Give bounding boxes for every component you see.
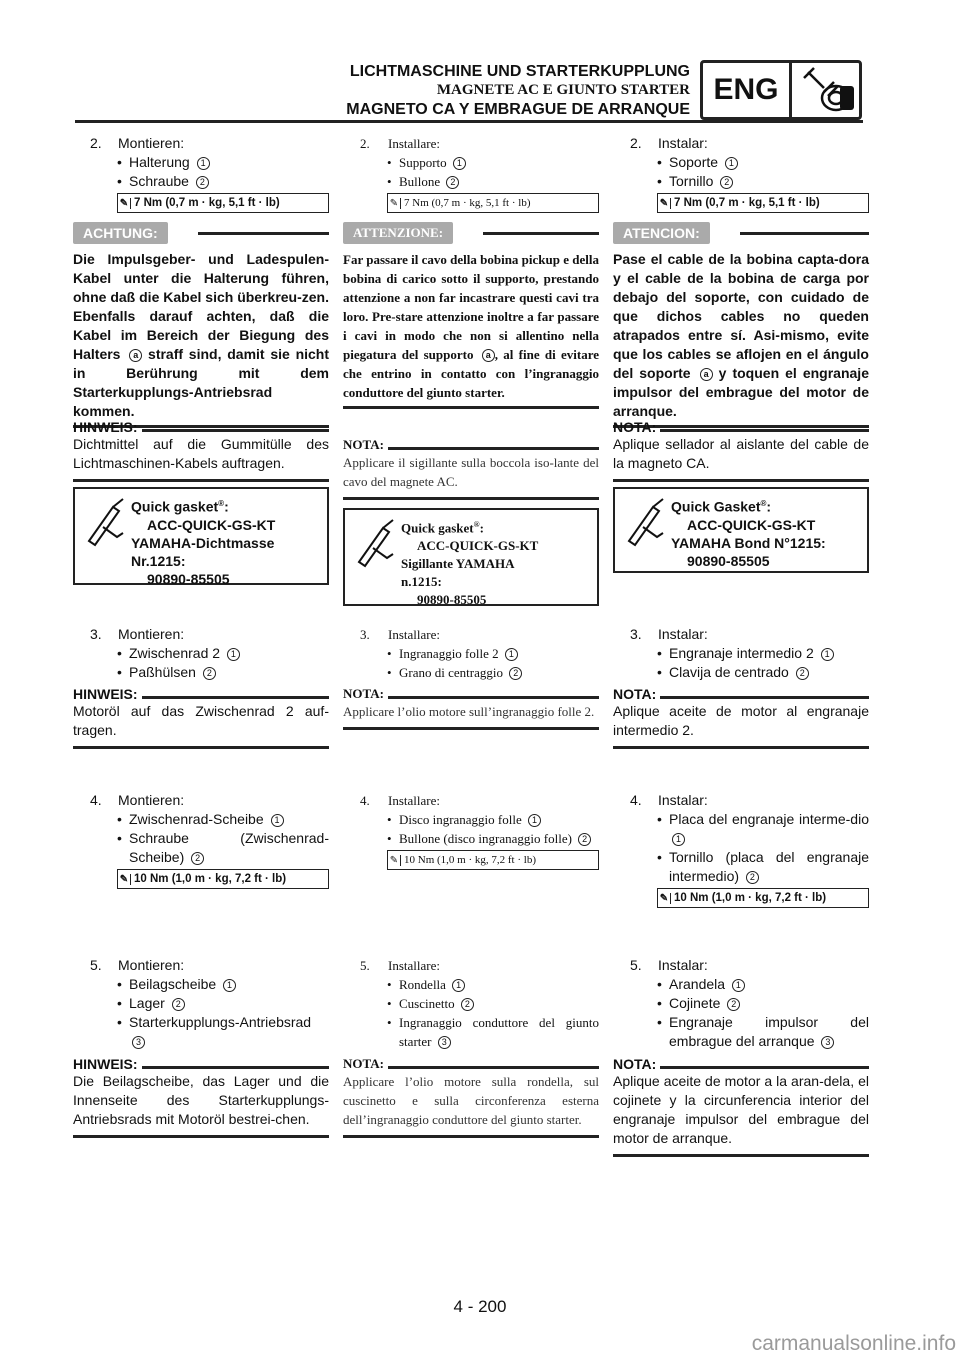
step-3-it: 3. Installare: • Ingranaggio folle 2 1 • Grano di centraggio 2 xyxy=(343,625,599,682)
note-3-es: NOTA: Aplique aceite de motor al engranaje intermedio 2. xyxy=(613,686,869,749)
gasket-box-es: Quick Gasket®: ACC-QUICK-GS-KT YAMAHA Bond N°1215: 90890-85505 xyxy=(613,487,869,573)
note-3-it: NOTA: Applicare l’olio motore sull’ingranaggio folle 2. xyxy=(343,686,599,730)
torque-spec: ✎ 7 Nm (0,7 m · kg, 5,1 ft · lb) xyxy=(117,193,329,213)
step-4-de: 4. Montieren: • Zwischenrad-Scheibe 1 • Schraube (Zwischenrad-Scheibe) 2 ✎ 10 Nm (1,0 m · kg, 7,2 ft · lb) xyxy=(73,791,329,889)
title-de: LICHTMASCHINE UND STARTERKUPPLUNG xyxy=(349,63,690,80)
step-5-de: 5. Montieren: • Beilagscheibe 1 • Lager 2 • Starterkupplungs-Antriebsrad 3 xyxy=(90,957,312,1047)
step-4-it: 4. Installare: • Disco ingranaggio folle 1 • Bullone (disco ingranaggio folle) 2 ✎ 10 Nm (1,0 m · kg, 7,2 ft · lb) xyxy=(343,791,599,870)
header-rule xyxy=(75,120,863,123)
note-5-it: NOTA: Applicare l’olio motore sulla rondella, sul cuscinetto e sulla circonferenza esterna dell’ingranaggio conduttore del giunto starter. xyxy=(343,1056,599,1138)
torque-spec: ✎ 10 Nm (1,0 m · kg, 7,2 ft · lb) xyxy=(657,888,869,908)
watermark: carmanualsonline.info xyxy=(751,1332,956,1355)
note-3-de: HINWEIS: Motoröl auf das Zwischenrad 2 auf-tragen. xyxy=(73,686,329,749)
caution-de: ACHTUNG: Die Impulsgeber- und Ladespulen-Kabel unter die Halterung führen, ohne daß die Kabel sich überkreu-zen. Ebenfalls darauf achten, daß die Kabel im Bereich der Biegung des Halters a straff sind, damit sie nicht in Berührung mit dem Starterkupplungs-Antriebsrad kommen. xyxy=(73,216,329,428)
language-badge xyxy=(700,60,862,120)
language-label: ENG xyxy=(703,63,792,117)
gasket-box-de: Quick gasket®: ACC-QUICK-GS-KT YAMAHA-Dichtmasse Nr.1215: 90890-85505 xyxy=(73,487,329,585)
step-3-es: 3. Instalar: • Engranaje intermedio 2 1 • Clavija de centrado 2 xyxy=(613,625,869,682)
section-header xyxy=(346,62,690,119)
torque-spec: ✎ 10 Nm (1,0 m · kg, 7,2 ft · lb) xyxy=(387,850,599,870)
step-2-it: 2. Installare: • Supporto 1 • Bullone 2 ✎ 7 Nm (0,7 m · kg, 5,1 ft · lb) xyxy=(343,134,599,213)
sealant-tool-icon xyxy=(83,497,129,547)
torque-spec: ✎ 7 Nm (0,7 m · kg, 5,1 ft · lb) xyxy=(657,193,869,213)
caution-it: ATTENZIONE: Far passare il cavo della bobina pickup e della bobina di carico sotto il supporto, prestando attenzione a non far incastrare questi cavi tra loro. Pre-stare attenzione inoltre a far passare i cavi in modo che non si allentino nella piegatura del supporto a , al fine di evitare che entrino in contatto con l’ingranaggio conduttore del giunto starter. xyxy=(343,216,599,409)
caution-label: ACHTUNG: xyxy=(73,222,168,244)
note-5-es: NOTA: Aplique aceite de motor a la aran-dela, el cojinete y la circunferencia interior del engranaje impulsor del embrague del motor de arranque. xyxy=(613,1056,869,1157)
torque-wrench-icon: ✎ xyxy=(658,198,671,209)
caution-label: ATENCION: xyxy=(613,222,710,244)
note-1-es: NOTA: Aplique sellador al aislante del cable de la magneto CA. xyxy=(613,419,869,482)
page-number: 4 - 200 xyxy=(453,1297,507,1316)
step-2-de: 2. Montieren: • Halterung 1 • Schraube 2 ✎ 7 Nm (0,7 m · kg, 5,1 ft · lb) xyxy=(73,134,329,213)
gasket-box-it: Quick gasket®: ACC-QUICK-GS-KT Sigillante YAMAHA n.1215: 90890-85505 xyxy=(343,508,599,606)
caution-label: ATTENZIONE: xyxy=(343,222,453,244)
step-4-es: 4. Instalar: • Placa del engranaje interme-dio 1 • Tornillo (placa del engranaje intermedio) 2 ✎ 10 Nm (1,0 m · kg, 7,2 ft · lb) xyxy=(613,791,869,908)
torque-spec: ✎ 10 Nm (1,0 m · kg, 7,2 ft · lb) xyxy=(117,869,329,889)
note-1-de: HINWEIS: Dichtmittel auf die Gummitülle des Lichtmaschinen-Kabels auftragen. xyxy=(73,419,329,482)
engine-wrench-icon xyxy=(792,63,859,117)
step-2-es: 2. Instalar: • Soporte 1 • Tornillo 2 ✎ 7 Nm (0,7 m · kg, 5,1 ft · lb) xyxy=(613,134,869,213)
note-1-it: NOTA: Applicare il sigillante sulla boccola iso-lante del cavo del magnete AC. xyxy=(343,437,599,500)
sealant-tool-icon xyxy=(353,518,399,568)
torque-wrench-icon: ✎ xyxy=(118,874,131,885)
torque-spec: ✎ 7 Nm (0,7 m · kg, 5,1 ft · lb) xyxy=(387,193,599,213)
title-it: MAGNETE AC E GIUNTO STARTER xyxy=(436,82,690,98)
step-3-de: 3. Montieren: • Zwischenrad 2 1 • Paßhülsen 2 xyxy=(73,625,329,682)
torque-wrench-icon: ✎ xyxy=(388,855,401,866)
torque-wrench-icon: ✎ xyxy=(658,893,671,904)
caution-es: ATENCION: Pase el cable de la bobina capta-dora y el cable de la bobina de carga por debajo del soporte, con cuidado de que dichos cables no queden atrapados entre sí. Asi-mismo, evite que los cables se aflojen en el ángulo del soporte a y toquen el engranaje impulsor del embrague del motor de arranque. xyxy=(613,216,869,428)
step-5-es: 5. Instalar: • Arandela 1 • Cojinete 2 • Engranaje impulsor del embrague del arranque 3 xyxy=(630,957,869,1049)
note-5-de: HINWEIS: Die Beilagscheibe, das Lager und die Innenseite des Starterkupplungs-Antriebsrads mit Motoröl bestrei-chen. xyxy=(73,1056,329,1138)
step-5-it: 5. Installare: • Rondella 1 • Cuscinetto 2 • Ingranaggio conduttore del giunto starter 3 xyxy=(360,958,599,1049)
title-es: MAGNETO CA Y EMBRAGUE DE ARRANQUE xyxy=(346,101,690,118)
sealant-tool-icon xyxy=(623,497,669,547)
torque-wrench-icon: ✎ xyxy=(118,198,131,209)
torque-wrench-icon: ✎ xyxy=(388,198,401,209)
